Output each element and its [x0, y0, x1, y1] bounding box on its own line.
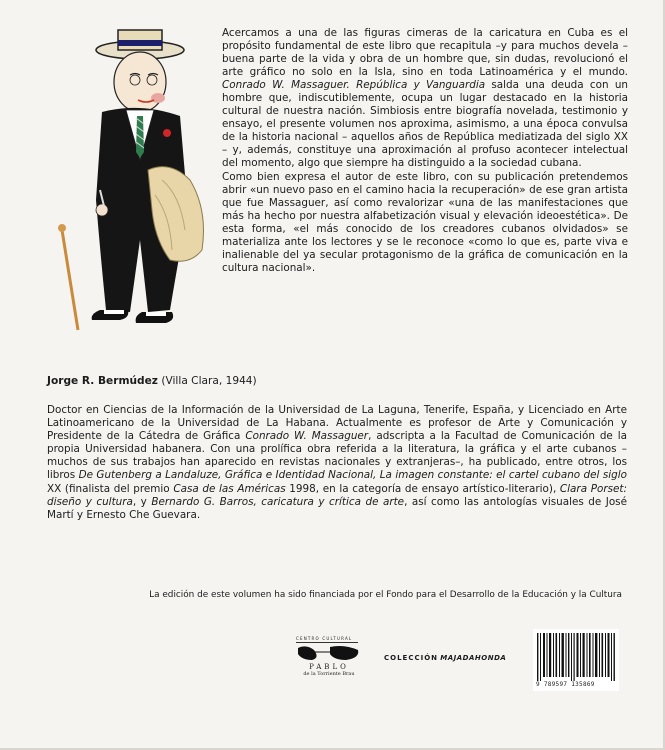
coleccion-majadahonda-logo	[384, 654, 512, 670]
caricature-man-with-hat-and-cane-icon	[40, 20, 220, 340]
author-heading	[47, 375, 627, 387]
barcode-number: 9 789597 135869	[536, 681, 595, 688]
author-name: Jorge R. Bermúdez	[47, 375, 158, 387]
pablo-logo-graphic	[296, 644, 362, 662]
pablo-de-la-torriente-brau-logo-icon	[296, 636, 362, 690]
coleccion-label: COLECCIÓN	[384, 654, 439, 662]
centro-cultural-label: CENTRO CULTURAL	[296, 636, 358, 643]
pablo-sub-label: de la Torriente Brau	[303, 671, 355, 677]
blurb-paragraph-2: Como bien expresa el autor de este libro, con su publicación pretendemos abrir «un nuevo paso en el camino hacia la recuperación» de ese gran artista que fue Massaguer, así como revalorizar «una de las manifestaciones que más ha hecho por nuestra alfabetización visual y elevación ideoestética». De esta forma, «el más conocido de los creadores cubanos olvidados» se materializa ante los lectores y se le reconoce «como lo que es, parte viva e inalienable del ya secular protagonismo de la gráfica de comunicación en la cultura nacional».	[222, 170, 628, 274]
back-cover-blurb	[222, 27, 628, 275]
author-bio: Doctor en Ciencias de la Información de la Universidad de La Laguna, Tenerife, España, y Licenciado en Arte Latinoamericano de la Universidad de La Habana. Actualmente es profesor de Arte y Comunicación y Presidente de la Cátedra de Gráfica Conrado W. Massaguer, adscripta a la Facultad de Comunicación de la propia Universidad habanera. Con una prolífica obra referida a la literatura, la gráfica y el arte cubanos –muchos de sus trabajos han aparecido en revistas nacionales y extranjeras–, ha publicado, entre otros, los libros De Gutenberg a Landaluze, Gráfica e Identidad Nacional, La imagen constante: el cartel cubano del siglo XX (finalista del premio Casa de las Américas 1998, en la categoría de ensayo artístico-literario), Clara Porset: diseño y cultura, y Bernardo G. Barros, caricatura y crítica de arte, así como las antologías visuales de José Martí y Ernesto Che Guevara.	[47, 404, 628, 521]
blurb-paragraph-1: Acercamos a una de las figuras cimeras de la caricatura en Cuba es el propósito fundamental de este libro que recapitula –y para muchos devela – buena parte de la vida y obra de un hombre que, sin dudas, revolucionó el arte gráfico no solo en la Isla, sino en toda Latinoamérica y el mundo. Conrado W. Massaguer. República y Vanguardia salda una deuda con un hombre que, indiscutiblemente, ocupa un lugar destacado en la historia cultural de nuestra nación. Simbiosis entre biografía novelada, testimonio y ensayo, el presente volumen nos aproxima, asimismo, a una época convulsa de la historia nacional – aquellos años de República mediatizada del siglo XX – y, además, constituye una aproximación al profuso acontecer intelectual del momento, algo que siempre ha distinguido a la sociedad cubana.	[222, 27, 629, 170]
pablo-label: PABLO	[309, 663, 349, 671]
author-origin: (Villa Clara, 1944)	[157, 375, 257, 387]
majadahonda-label: MAJADAHONDA	[440, 654, 507, 662]
funding-note: La edición de este volumen ha sido financiada por el Fondo para el Desarrollo de la Educación y la Cultura	[149, 590, 622, 600]
book-title: Conrado W. Massaguer. República y Vanguardia	[222, 79, 486, 92]
